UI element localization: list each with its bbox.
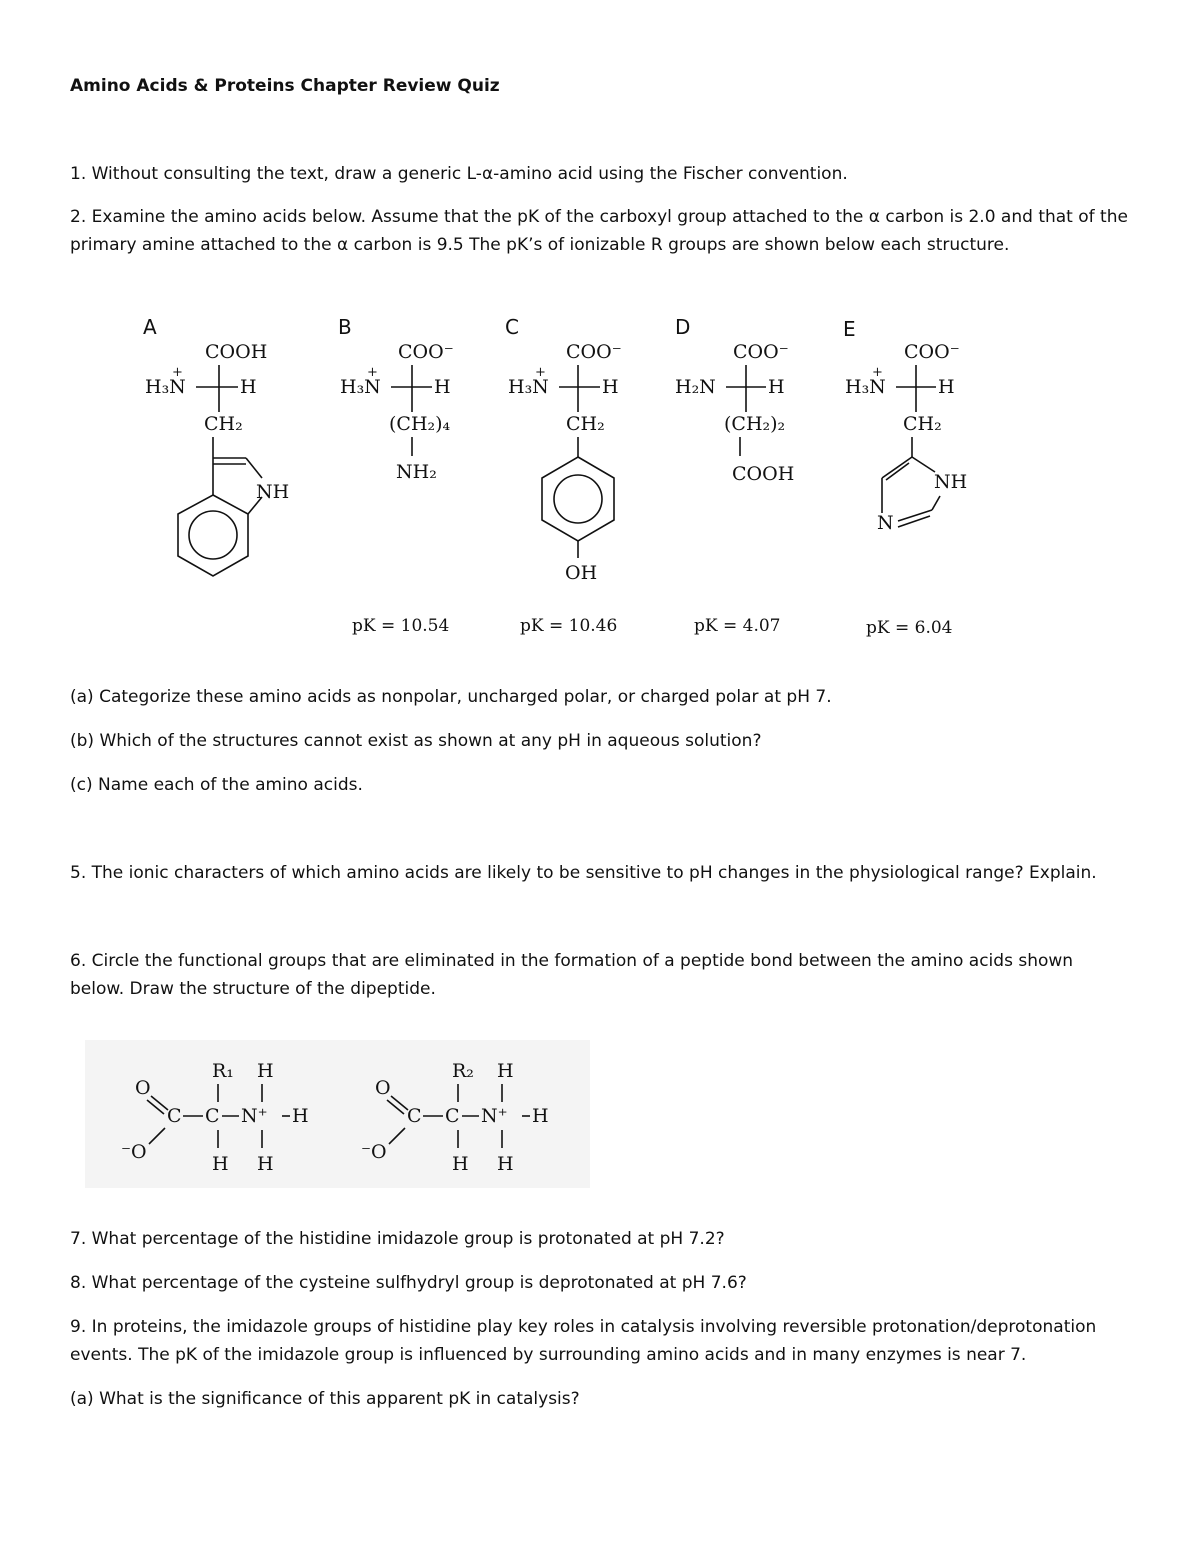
- structure-d-side1: (CH₂)₂: [724, 413, 786, 435]
- structure-e-plus: +: [872, 365, 883, 380]
- aa1-r: R₁: [212, 1060, 234, 1082]
- aa2-bottom-h2: H: [497, 1153, 514, 1175]
- aa2-r: R₂: [452, 1060, 474, 1082]
- structure-b-pk: pK = 10.54: [352, 616, 450, 636]
- structure-b-side2: NH₂: [396, 461, 437, 483]
- aa2-o-minus: ⁻O: [361, 1141, 387, 1163]
- structure-e-ring-n: N: [877, 512, 894, 534]
- aa2-n: N⁺: [481, 1105, 508, 1127]
- structure-b: [338, 315, 454, 636]
- structure-e: [843, 317, 967, 638]
- aa2-ca: C: [445, 1105, 460, 1127]
- structure-a-ring-label: NH: [256, 481, 290, 503]
- structure-a-h: H: [240, 376, 257, 398]
- structure-b-side1: (CH₂)₄: [389, 413, 451, 435]
- structure-c-h: H: [602, 376, 619, 398]
- aa2-bottom-h1: H: [452, 1153, 469, 1175]
- structure-b-h: H: [434, 376, 451, 398]
- aa1-o-minus: ⁻O: [121, 1141, 147, 1163]
- question-1: 1. Without consulting the text, draw a generic L-α-amino acid using the Fischer convention.: [70, 164, 848, 184]
- aa1-bottom-h2: H: [257, 1153, 274, 1175]
- structure-b-amine: H₃N: [340, 376, 381, 398]
- structure-e-ring-nh: NH: [934, 471, 968, 493]
- structure-e-top: COO⁻: [904, 341, 960, 363]
- aa1-ca: C: [205, 1105, 220, 1127]
- structure-e-amine: H₃N: [845, 376, 886, 398]
- structure-d-letter: D: [675, 315, 691, 339]
- structure-b-top: COO⁻: [398, 341, 454, 363]
- structure-e-pk: pK = 6.04: [866, 618, 953, 638]
- structure-d-pk: pK = 4.07: [694, 616, 781, 636]
- structure-d-h: H: [768, 376, 785, 398]
- structure-c-letter: C: [505, 315, 519, 339]
- structure-c-top: COO⁻: [566, 341, 622, 363]
- aa1-c: C: [167, 1105, 182, 1127]
- structure-c-pk: pK = 10.46: [520, 616, 618, 636]
- aa2-c: C: [407, 1105, 422, 1127]
- aa2-o: O: [375, 1077, 391, 1099]
- structure-d-side2: COOH: [732, 463, 795, 485]
- amino-acid-structures: [0, 300, 1200, 650]
- structure-a-side1: CH₂: [204, 413, 243, 435]
- question-2b: (b) Which of the structures cannot exist as shown at any pH in aqueous solution?: [70, 731, 762, 751]
- question-5: 5. The ionic characters of which amino acids are likely to be sensitive to pH changes in the physiological range? Explain.: [70, 863, 1097, 883]
- structure-d-top: COO⁻: [733, 341, 789, 363]
- structure-c-plus: +: [535, 365, 546, 380]
- page-title: Amino Acids & Proteins Chapter Review Quiz: [70, 76, 500, 96]
- question-2: 2. Examine the amino acids below. Assume that the pK of the carboxyl group attached to the α carbon is 2.0 and that of the primary amine attached to the α carbon is 9.5 The pK’s of ionizable R groups are shown below each structure.: [70, 207, 1128, 255]
- structure-a-letter: A: [143, 315, 157, 339]
- question-9: 9. In proteins, the imidazole groups of histidine play key roles in catalysis involving reversible protonation/deprotonation events. The pK of the imidazole group is influenced by surrounding amino acids and in many enzymes is near 7.: [70, 1317, 1097, 1365]
- question-2a: (a) Categorize these amino acids as nonpolar, uncharged polar, or charged polar at pH 7.: [70, 687, 832, 707]
- question-2c: (c) Name each of the amino acids.: [70, 775, 363, 795]
- dipeptide-reactants: [85, 1040, 590, 1188]
- aa2-top-h: H: [497, 1060, 514, 1082]
- aa1-n: N⁺: [241, 1105, 268, 1127]
- aa2-nh: H: [532, 1105, 549, 1127]
- structure-b-letter: B: [338, 315, 352, 339]
- question-6: 6. Circle the functional groups that are eliminated in the formation of a peptide bond between the amino acids shown below. Draw the structure of the dipeptide.: [70, 951, 1074, 999]
- structure-e-letter: E: [843, 317, 856, 341]
- structure-d: [675, 315, 794, 636]
- structure-e-side1: CH₂: [903, 413, 942, 435]
- structure-c-side1: CH₂: [566, 413, 605, 435]
- question-8: 8. What percentage of the cysteine sulfhydryl group is deprotonated at pH 7.6?: [70, 1273, 747, 1293]
- question-9a: (a) What is the significance of this apparent pK in catalysis?: [70, 1389, 580, 1409]
- structure-a-top: COOH: [205, 341, 268, 363]
- aa1-top-h: H: [257, 1060, 274, 1082]
- structure-c-side2: OH: [565, 562, 598, 584]
- structure-a: [143, 315, 289, 576]
- structure-c: [505, 315, 622, 636]
- structure-e-h: H: [938, 376, 955, 398]
- structure-c-amine: H₃N: [508, 376, 549, 398]
- aa1-o: O: [135, 1077, 151, 1099]
- structure-d-amine: H₂N: [675, 376, 716, 398]
- aa1-nh: H: [292, 1105, 309, 1127]
- question-7: 7. What percentage of the histidine imidazole group is protonated at pH 7.2?: [70, 1229, 725, 1249]
- structure-b-plus: +: [367, 365, 378, 380]
- aa1-bottom-h1: H: [212, 1153, 229, 1175]
- structure-a-amine: H₃N: [145, 376, 186, 398]
- structure-a-plus: +: [172, 365, 183, 380]
